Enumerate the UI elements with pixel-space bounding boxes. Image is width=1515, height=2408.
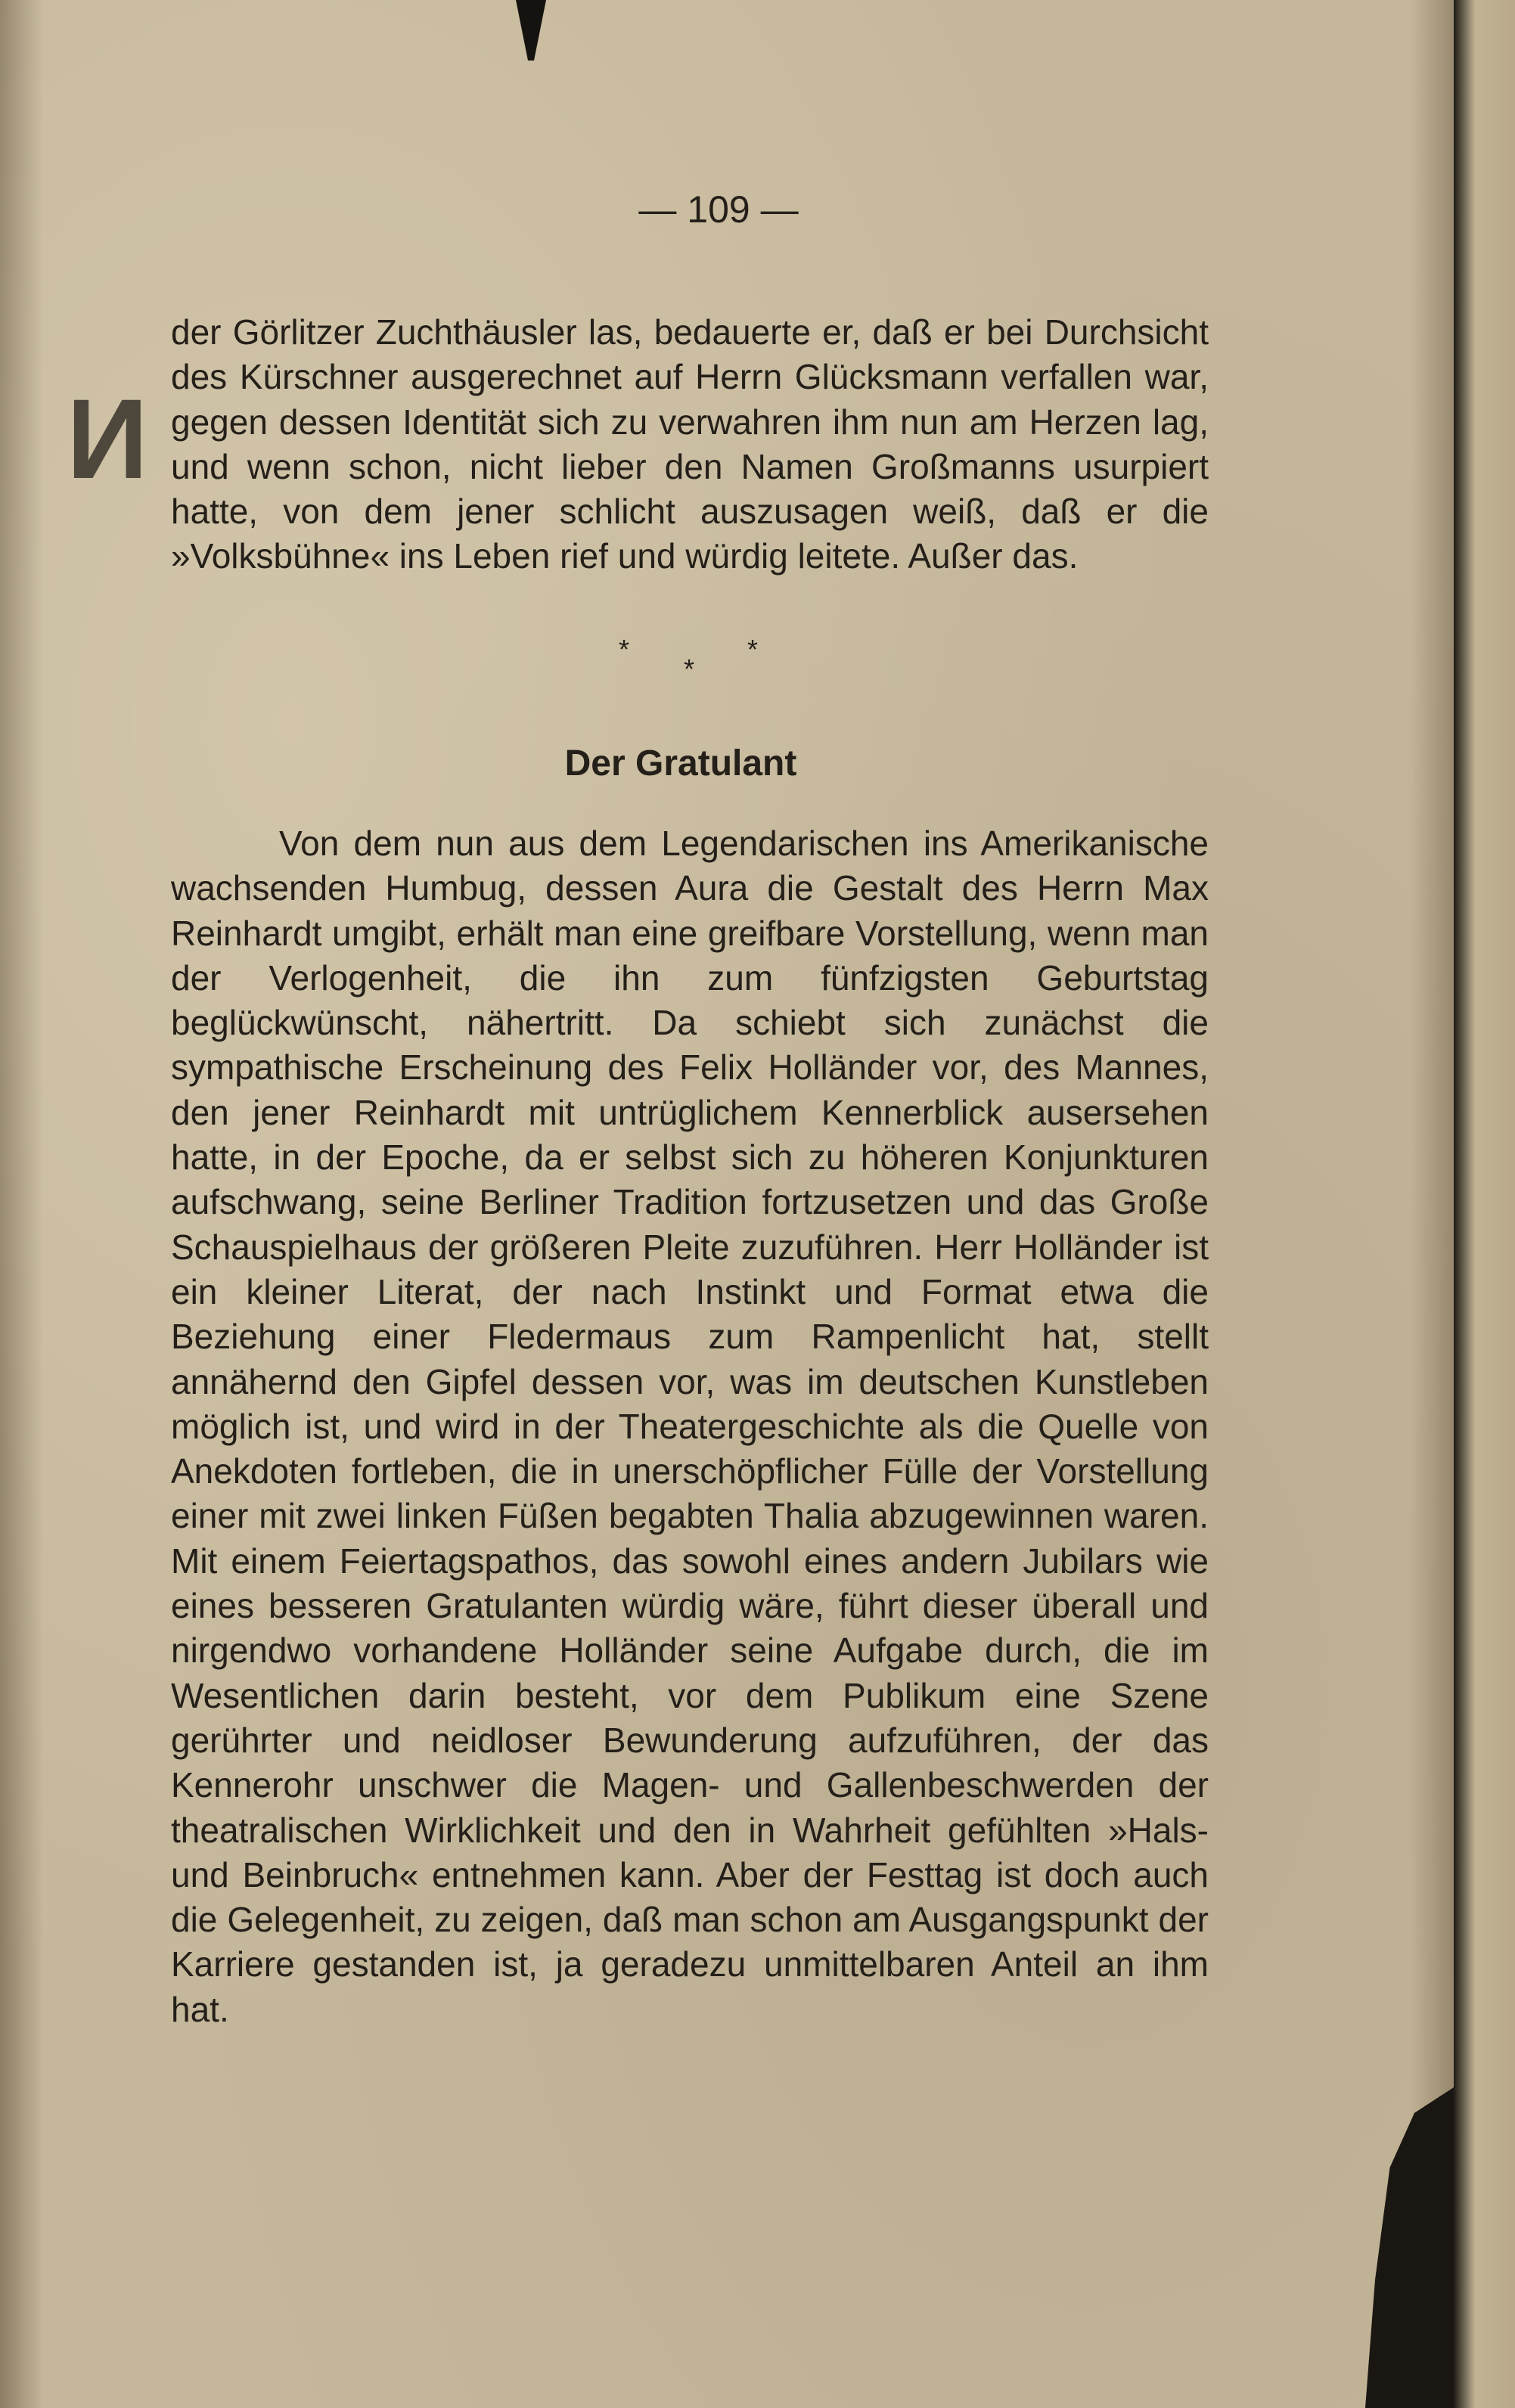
- library-stamp: И: [67, 375, 127, 502]
- separator-star: *: [684, 653, 695, 684]
- separator-star: *: [747, 634, 759, 665]
- page-notch: [516, 0, 546, 61]
- paragraph-main: Von dem nun aus dem Legendarischen ins Amerikanische wachsenden Humbug, dessen Aura die Gestalt des Herrn Max Reinhardt umgibt, erhält man eine greifbare Vorstellung, wenn man der Verlogenheit, die ihn zum fünfzigsten Geburtstag beglückwünscht, nähertritt. Da schiebt sich zunächst die sympathische Erscheinung des Felix Holländer vor, des Mannes, den jener Reinhardt mit untrüglichem Kennerblick ausersehen hatte, in der Epoche, da er selbst sich zu höheren Konjunkturen aufschwang, seine Berliner Tradition fortzusetzen und das Große Schauspielhaus der größeren Pleite zuzuführen. Herr Holländer ist ein kleiner Literat, der nach Instinkt und Format etwa die Beziehung einer Fledermaus zum Rampenlicht hat, stellt annähernd den Gipfel dessen vor, was im deutschen Kunstleben möglich ist, und wird in der Theatergeschichte als die Quelle von Anekdoten fortleben, die in unerschöpflicher Fülle der Vorstellung einer mit zwei linken Füßen begabten Thalia abzugewinnen waren. Mit einem Feiertagspathos, das sowohl eines andern Jubilars wie eines besseren Gratulanten würdig wäre, führt dieser überall und nirgendwo vorhandene Holländer seine Aufgabe durch, die im Wesentlichen darin besteht, vor dem Publikum eine Szene gerührter und neidloser Bewunderung aufzuführen, der das Kennerohr unschwer die Magen- und Gallenbeschwerden der theatralischen Wirklichkeit und den in Wahrheit gefühlten »Hals- und Beinbruch« entnehmen kann. Aber der Festtag ist doch auch die Gelegenheit, zu zeigen, daß man schon am Ausgangspunkt der Karriere gestanden ist, ja geradezu unmittelbaren Anteil an ihm hat.: [171, 824, 1209, 2029]
- section-separator: [590, 634, 787, 694]
- torn-corner: [1355, 2087, 1454, 2408]
- section-heading: Der Gratulant: [564, 743, 797, 784]
- adjacent-page-edge: [1454, 0, 1515, 2408]
- separator-star: *: [619, 634, 630, 665]
- page-number: — 109 —: [638, 188, 799, 231]
- paragraph-continuation: der Görlitzer Zuchthäusler las, bedauerte er, daß er bei Durchsicht des Kürschner ausgerechnet auf Herrn Glücksmann verfallen war, gegen dessen Identität sich zu verwahren ihm nun am Herzen lag, und wenn schon, nicht lieber den Namen Großmanns usurpiert hatte, von dem jener schlicht auszusagen weiß, daß er die »Volksbühne« ins Leben rief und würdig leitete. Außer das.: [171, 312, 1209, 576]
